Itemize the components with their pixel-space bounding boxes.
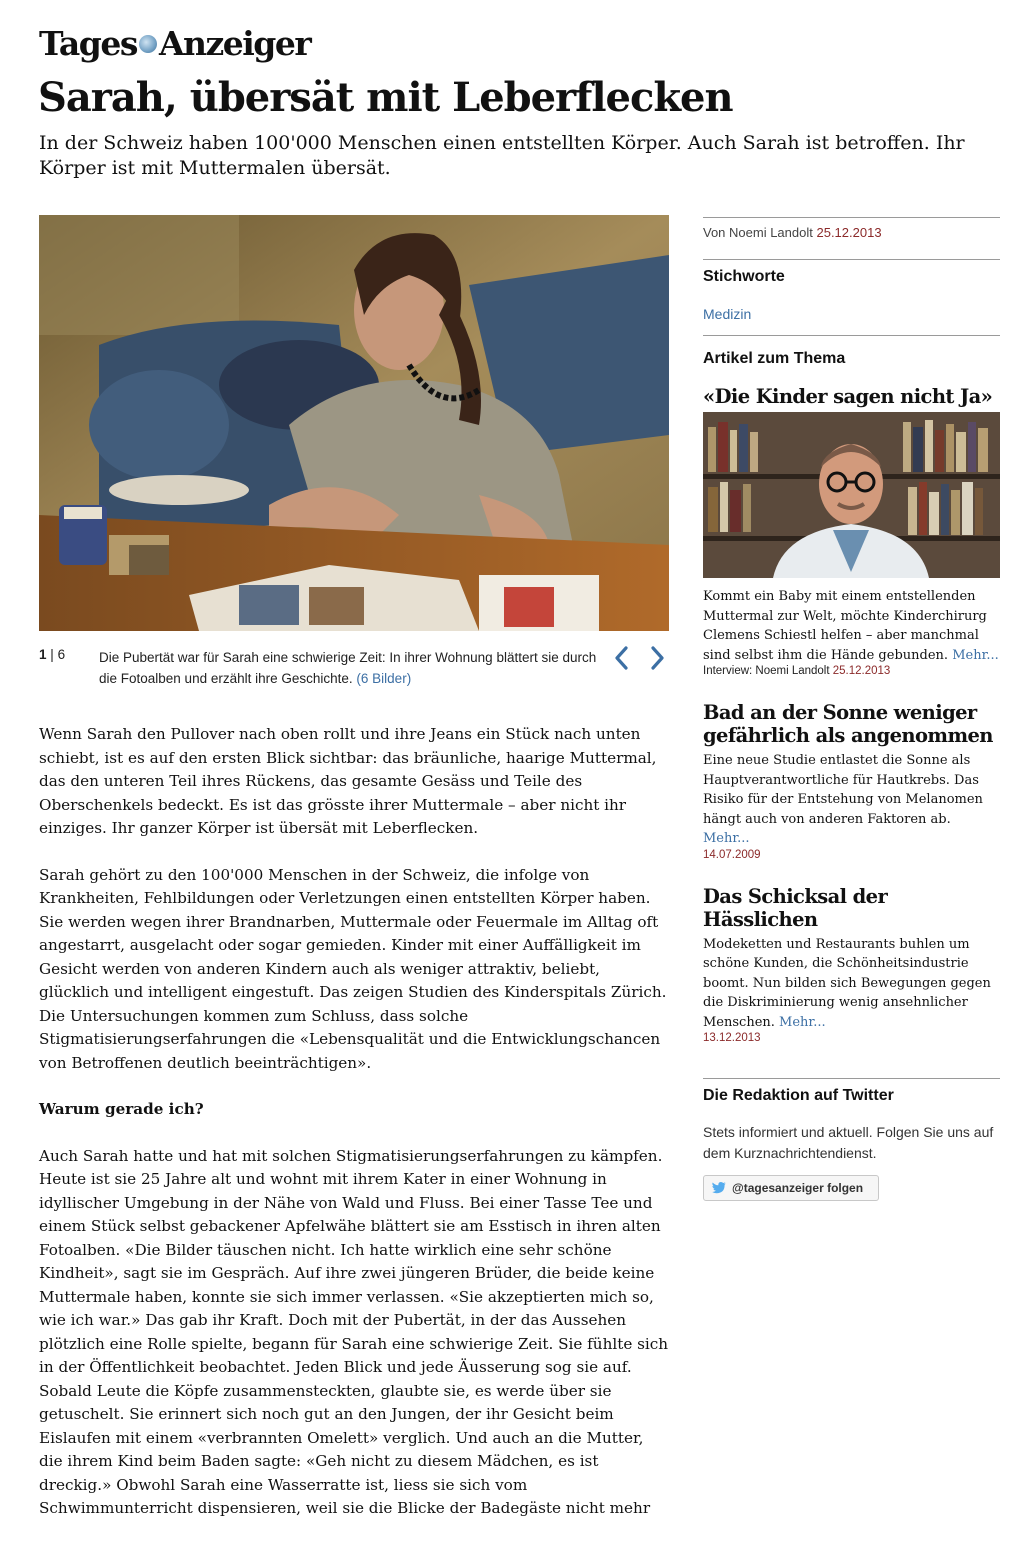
teaser-text — [703, 751, 1000, 849]
author-line — [703, 218, 1000, 259]
teaser-summary: Kommt ein Baby mit einem entstellenden Muttermal zur Welt, möchte Kinderchirurg Clemens Schiestl helfen – aber manchmal sind selbst ihm die Hände gebunden. — [703, 589, 987, 663]
gallery-separator: | — [50, 647, 54, 662]
author-name: Von Noemi Landolt — [703, 225, 813, 240]
twitter-section — [703, 1079, 1000, 1201]
teaser-date: 14.07.2009 — [703, 848, 761, 861]
twitter-description: Stets informiert und aktuell. Folgen Sie uns auf dem Kurznachrichtendienst. — [703, 1124, 994, 1161]
article-paragraph: Sarah gehört zu den 100'000 Menschen in der Schweiz, die infolge von Krankheiten, Fehlbildungen oder Verletzungen einen entstellten Körper haben. Sie werden wegen ihrer Brandnarben, Muttermale oder Feuermale im Alltag oft angestarrt, ausgelacht oder sogar gemieden. Kinder mit einer Auffälligkeit im Gesicht werden von anderen Kindern auch als weniger attraktiv, beliebt, glücklich und intelligent eingestuft. Das zeigen Studien des Kinderspitals Zürich. Die Untersuchungen kommen zum Schluss, dass solche Stigmatisierungserfahrungen die «Lebensqualität und die Entwicklungschancen von Betroffenen deutlich beeinträchtigen». — [39, 865, 667, 1072]
twitter-follow-button[interactable] — [703, 1175, 879, 1201]
teaser-date: 25.12.2013 — [832, 665, 891, 677]
article-body — [39, 723, 669, 1544]
logo-text-left: Tages — [39, 24, 137, 63]
logo-text-right: Anzeiger — [158, 24, 311, 63]
sidebar — [703, 217, 1000, 1201]
teaser-text — [703, 935, 1000, 1033]
article-subheading: Warum gerade ich? — [39, 1100, 204, 1118]
twitter-heading: Die Redaktion auf Twitter — [703, 1087, 894, 1104]
related-articles-section — [703, 336, 1000, 1044]
teaser-text — [703, 587, 1000, 665]
gallery-counter — [39, 647, 65, 662]
gallery-caption-bar — [39, 645, 669, 689]
related-heading: Artikel zum Thema — [703, 350, 846, 367]
article-paragraph: Wenn Sarah den Pullover nach oben rollt und ihre Jeans ein Stück nach unten schiebt, ist es auf den ersten Blick sichtbar: das bräunliche, haarige Muttermal, das den unteren Teil ihres Rückens, das gesamte Gesäss und Teile des Oberschenkels bedeckt. Es ist das grösste ihrer Muttermale – aber nicht ihr einziges. Ihr ganzer Körper ist übersät mit Leberflecken. — [39, 725, 657, 837]
teaser-meta — [703, 665, 1000, 677]
twitter-follow-label: @tagesanzeiger folgen — [732, 1181, 864, 1195]
chevron-right-icon — [646, 645, 668, 671]
teaser-title[interactable]: Das Schicksal der Hässlichen — [703, 884, 888, 931]
gallery-image[interactable] — [39, 215, 669, 631]
gallery-images-link[interactable]: (6 Bilder) — [356, 671, 412, 686]
teaser-summary: Eine neue Studie entlastet die Sonne als Hauptverantwortliche für Hautkrebs. Das Risiko für der Entstehung von Melanomen hängt auch von anderen Faktoren ab. — [703, 753, 983, 827]
article-title: Sarah, übersät mit Leberflecken — [38, 74, 733, 121]
gallery-prev-button[interactable] — [611, 645, 633, 671]
teaser-date: 13.12.2013 — [703, 1032, 761, 1044]
gallery-caption-text: Die Pubertät war für Sarah eine schwierige Zeit: In ihrer Wohnung blättert sie durch die Fotoalben und erzählt ihre Geschichte. — [99, 650, 597, 686]
teaser-title[interactable]: «Die Kinder sagen nicht Ja» — [703, 385, 993, 408]
gallery-total: 6 — [57, 647, 66, 662]
related-article-teaser[interactable] — [703, 885, 1000, 1045]
related-article-teaser[interactable] — [703, 385, 1000, 677]
chevron-left-icon — [611, 645, 633, 671]
teaser-more-link[interactable]: Mehr... — [952, 647, 999, 663]
related-article-teaser[interactable] — [703, 701, 1000, 861]
gallery-current: 1 — [39, 647, 47, 662]
gallery-caption — [99, 647, 599, 689]
teaser-more-link[interactable]: Mehr... — [779, 1014, 826, 1030]
gallery-next-button[interactable] — [646, 645, 668, 671]
site-logo[interactable] — [39, 24, 310, 64]
keywords-heading: Stichworte — [703, 268, 785, 285]
teaser-title[interactable]: Bad an der Sonne weniger gefährlich als angenommen — [703, 701, 993, 747]
twitter-bird-icon — [712, 1182, 726, 1194]
article-paragraph: Auch Sarah hatte und hat mit solchen Stigmatisierungserfahrungen zu kämpfen. Heute ist sie 25 Jahre alt und wohnt mit ihrem Kater in einer Wohnung in idyllischer Umgebung in der Nähe von Wald und Fluss. Bei einer Tasse Tee und einem Stück selbst gebackener Apfelwähe blättert sie am Esstisch in ihren alten Fotoalben. «Die Bilder täuschen nicht. Ich hatte wirklich eine sehr schöne Kindheit», sagt sie im Gespräch. Auf ihre zwei jüngeren Brüder, die beide keine Muttermale haben, konnte sie sich immer verlassen. «Sie akzeptierten mich so, wie ich war.» Das gab ihr Kraft. Doch mit der Pubertät, in der das Aussehen plötzlich eine Rolle spielte, begann für Sarah eine schwierige Zeit. Sie fühlte sich in der Öffentlichkeit beobachtet. Jeden Blick und jede Äusserung sog sie auf. Sobald Leute die Köpfe zusammensteckten, glaubte sie, es werde über sie getuschelt. Sie erinnert sich noch gut an den Jungen, der ihr Gesicht beim Eislaufen mit einem «verbrannten Omelett» verglich. Und auch an die Mutter, die ihrem Kind beim Baden sagte: «Geh nicht zu diesem Mädchen, es ist dreckig.» Obwohl Sarah eine Wasserratte ist, liess sie sich vom Schwimmunterricht dispensieren, weil sie die Blicke der Badegäste nicht mehr — [39, 1146, 669, 1517]
teaser-more-link[interactable]: Mehr... — [703, 831, 750, 846]
teaser-summary: Modeketten und Restaurants buhlen um schöne Kunden, die Schönheitsindustrie boomt. Nun bilden sich Bewegungen gegen die Diskriminierung wenig ansehnlicher Menschen. — [703, 936, 991, 1030]
author-date: 25.12.2013 — [816, 225, 882, 240]
article-lead: In der Schweiz haben 100'000 Menschen einen entstellten Körper. Auch Sarah ist betroffen. Ihr Körper ist mit Muttermalen übersät. — [39, 132, 965, 179]
keywords-section — [703, 260, 1000, 325]
teaser-author: Interview: Noemi Landolt — [703, 665, 830, 677]
teaser-image[interactable] — [703, 412, 1000, 578]
globe-icon — [139, 35, 157, 53]
keyword-link-medizin[interactable]: Medizin — [703, 306, 752, 322]
